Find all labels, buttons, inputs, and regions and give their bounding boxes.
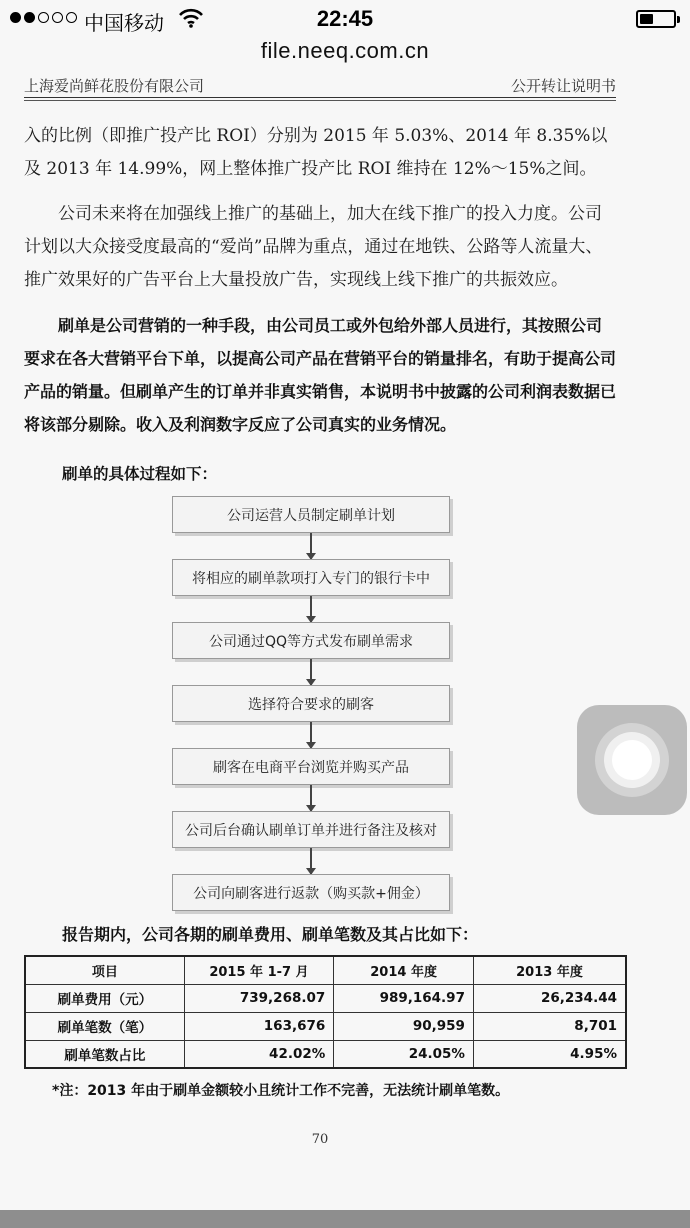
table-cell: 739,268.07: [184, 984, 334, 1012]
flow-step: 公司通过QQ等方式发布刷单需求: [172, 622, 450, 659]
assistive-touch-button[interactable]: [577, 705, 687, 815]
battery-icon: [636, 10, 676, 28]
carrier-name: 中国移动: [84, 13, 164, 35]
flow-step: 公司运营人员制定刷单计划: [172, 496, 450, 533]
flow-arrow: [310, 533, 312, 559]
table-title: 报告期内，公司各期的刷单费用、刷单笔数及其占比如下：: [62, 925, 479, 944]
paragraph-brushing: 刷单是公司营销的一种手段，由公司员工或外包给外部人员进行，其按照公司要求在各大营销平台下单，以提高公司产品在营销平台的销量排名，有助于提高公司产品的销量。但刷单产生的订单并非真实销售，本说明书中披露的公司利润表数据已将该部分剔除。收入及利润数字反应了公司真实的业务情况。: [24, 316, 617, 434]
table-row: [25, 984, 626, 1012]
page-number: 70: [311, 1132, 329, 1147]
battery-nub: [677, 16, 680, 23]
brushing-table: [24, 955, 627, 1069]
flow-arrow: [310, 659, 312, 685]
table-cell: 8,701: [473, 1012, 626, 1040]
table-cell: 989,164.97: [334, 984, 474, 1012]
flow-arrow: [310, 848, 312, 874]
status-time: 22:45: [316, 6, 374, 31]
assistive-touch-ring: [612, 740, 652, 780]
table-cell: 24.05%: [334, 1040, 474, 1068]
table-header-row: [25, 956, 626, 984]
table-header: 2014 年度: [334, 956, 474, 984]
table-cell: 26,234.44: [473, 984, 626, 1012]
table-row: [25, 1012, 626, 1040]
bottom-toolbar: [0, 1210, 690, 1228]
company-name: 上海爱尚鲜花股份有限公司: [24, 77, 205, 95]
table-row: [25, 1040, 626, 1068]
paragraph-promotion: 公司未来将在加强线上推广的基础上，加大在线下推广的投入力度。公司计划以大众接受度最高的“爱尚”品牌为重点，通过在地铁、公路等人流量大、推广效果好的广告平台上大量投放广告，实现线上线下推广的共振效应。: [24, 204, 603, 290]
table-cell: 163,676: [184, 1012, 334, 1040]
flow-title: 刷单的具体过程如下：: [62, 465, 218, 483]
table-header: 项目: [25, 956, 184, 984]
document-type: 公开转让说明书: [510, 77, 616, 95]
table-cell: 刷单笔数（笔）: [25, 1012, 184, 1040]
flow-arrow: [310, 722, 312, 748]
document-header: [24, 72, 616, 98]
table-cell: 刷单笔数占比: [25, 1040, 184, 1068]
table-header: 2013 年度: [473, 956, 626, 984]
flow-step: 将相应的刷单款项打入专门的银行卡中: [172, 559, 450, 596]
address-bar[interactable]: file.neeq.com.cn: [260, 38, 430, 63]
flow-step: 刷客在电商平台浏览并购买产品: [172, 748, 450, 785]
table-cell: 刷单费用（元）: [25, 984, 184, 1012]
status-bar: [0, 0, 690, 38]
table-cell: 90,959: [334, 1012, 474, 1040]
table-footnote: *注：2013 年由于刷单金额较小且统计工作不完善，无法统计刷单笔数。: [52, 1083, 510, 1099]
table-header: 2015 年 1-7 月: [184, 956, 334, 984]
battery-fill: [640, 14, 653, 24]
paragraph-roi: 入的比例（即推广投产比 ROI）分别为 2015 年 5.03%、2014 年 8.35%以及 2013 年 14.99%，网上整体推广投产比 ROI 维持在 12%～15%之间。: [24, 126, 608, 179]
flow-step: 公司后台确认刷单订单并进行备注及核对: [172, 811, 450, 848]
flow-arrow: [310, 785, 312, 811]
flow-arrow: [310, 596, 312, 622]
flow-step: 公司向刷客进行返款（购买款+佣金）: [172, 874, 450, 911]
flow-step: 选择符合要求的刷客: [172, 685, 450, 722]
table-cell: 42.02%: [184, 1040, 334, 1068]
table-cell: 4.95%: [473, 1040, 626, 1068]
